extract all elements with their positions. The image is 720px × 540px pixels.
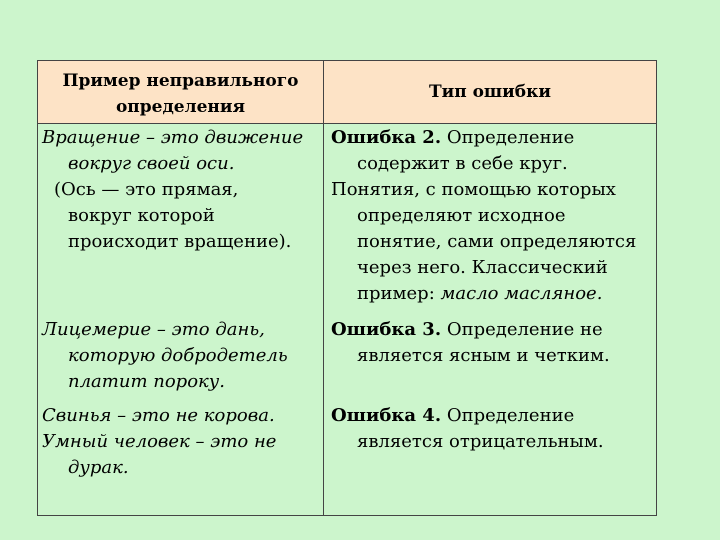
- example-line: Свинья – это не корова.: [42, 405, 275, 426]
- error-first-line: [331, 125, 636, 151]
- example-line: происходит вращение).: [68, 231, 292, 252]
- example-line: вокруг своей оси.: [68, 153, 235, 174]
- error-text: Определение: [441, 127, 575, 148]
- error-label: Ошибка 2.: [331, 127, 442, 148]
- error-first-line: [331, 317, 610, 343]
- error-line: через него. Классический: [357, 257, 608, 278]
- header-example-line2: определения: [115, 97, 246, 117]
- example-cell-row1: [42, 125, 303, 177]
- error-example-line: [331, 281, 636, 307]
- example-line: (Ось — это прямая,: [54, 179, 239, 200]
- header-error-type-column: Тип ошибки: [428, 82, 552, 102]
- example-line: Лицемерие – это дань,: [42, 319, 265, 340]
- example-cell-row2: [42, 317, 288, 395]
- header-example-column: [38, 68, 323, 120]
- column-divider: [323, 61, 324, 515]
- example-line: которую добродетель: [68, 345, 288, 366]
- example-line: платит пороку.: [68, 371, 225, 392]
- example-note-row1: [42, 177, 291, 255]
- error-label: Ошибка 4.: [331, 405, 442, 426]
- error-text: пример:: [357, 283, 441, 304]
- example-line: Вращение – это движение: [42, 127, 304, 148]
- error-cell-row2: [331, 317, 610, 369]
- error-line: понятие, сами определяются: [357, 231, 637, 252]
- error-line: содержит в себе круг.: [357, 153, 568, 174]
- error-line: является ясным и четким.: [357, 345, 610, 366]
- example-line: вокруг которой: [68, 205, 215, 226]
- example-cell-row3: [42, 403, 276, 481]
- error-label: Ошибка 3.: [331, 319, 442, 340]
- error-first-line: [331, 403, 604, 429]
- error-line: определяют исходное: [357, 205, 566, 226]
- error-line: Понятия, с помощью которых: [331, 179, 616, 200]
- error-cell-row1: [331, 125, 636, 307]
- error-types-table: [37, 60, 657, 516]
- error-line: является отрицательным.: [357, 431, 604, 452]
- error-text: Определение не: [441, 319, 603, 340]
- error-example: масло масляное.: [440, 283, 603, 304]
- error-cell-row3: [331, 403, 604, 455]
- example-line: дурак.: [68, 457, 129, 478]
- table-header-row: [38, 61, 656, 124]
- header-example-line1: Пример неправильного: [62, 71, 299, 91]
- example-line: Умный человек – это не: [42, 431, 277, 452]
- error-text: Определение: [441, 405, 575, 426]
